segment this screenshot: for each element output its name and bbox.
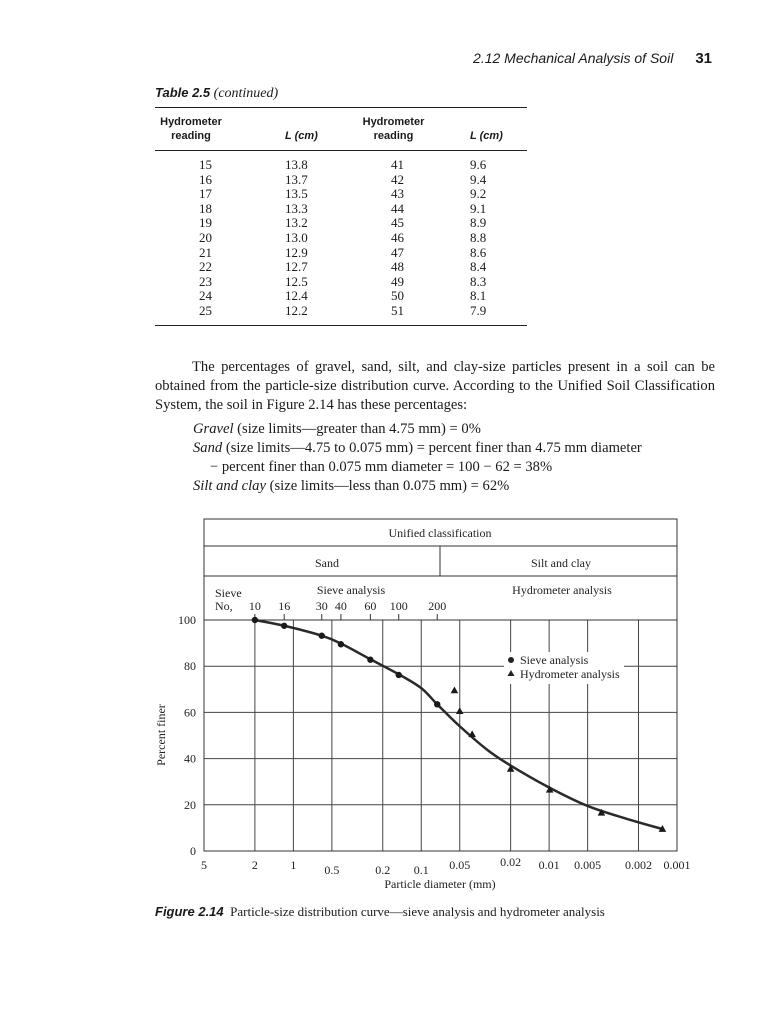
x-axis-ticks: [201, 855, 691, 877]
table-cell: 8.9: [470, 215, 487, 231]
table-cell: 48: [391, 259, 404, 275]
table-cell: 21: [199, 244, 212, 260]
figure-label: Figure 2.14: [155, 904, 224, 919]
table-cell: 12.2: [285, 304, 357, 325]
y-tick-label: 20: [184, 797, 196, 812]
table-cell: 19: [199, 215, 212, 231]
section-title: 2.12 Mechanical Analysis of Soil: [473, 50, 674, 66]
hydrometer-analysis-label: Hydrometer analysis: [512, 583, 612, 597]
sieve-data-point: [367, 657, 373, 663]
table-cell: 8.8: [470, 229, 487, 245]
sieve-data-point: [281, 623, 287, 629]
y-axis-ticks: [178, 613, 196, 858]
sand-term: Sand: [193, 440, 223, 456]
sieve-data-point: [319, 633, 325, 639]
table-cell: 8.4: [470, 259, 487, 275]
gravel-text: (size limits—greater than 4.75 mm) = 0%: [233, 421, 481, 437]
x-tick-label: 0.02: [500, 855, 522, 869]
silt-term: Silt and clay: [193, 478, 266, 494]
sand-label: Sand: [315, 556, 339, 570]
table-cell: 25: [155, 304, 285, 325]
gravel-term: Gravel: [193, 421, 234, 437]
x-tick-label: 2: [251, 858, 258, 872]
x-axis-label: Particle diameter (mm): [384, 877, 496, 891]
silt-clay-label: Silt and clay: [531, 556, 591, 570]
legend-circle-marker: [508, 657, 514, 663]
table-cell: 12.5: [285, 273, 308, 289]
table-cell: 8.3: [470, 273, 487, 289]
legend-sieve-label: Sieve analysis: [520, 653, 589, 667]
table-cell: 50: [391, 288, 404, 304]
classification-title: Unified classification: [388, 526, 492, 540]
table-cell: 47: [391, 244, 404, 260]
figure-caption-text: Particle-size distribution curve—sieve analysis and hydrometer analysis: [230, 904, 605, 919]
y-tick-label: 0: [190, 844, 196, 858]
y-axis-label: Percent finer: [154, 704, 168, 766]
table-cell: 12.4: [285, 288, 308, 304]
x-tick-label: 0.5: [324, 863, 340, 877]
sieve-number-label: 10: [248, 599, 261, 613]
table-cell: 17: [199, 186, 212, 202]
sieve-number-label: 16: [278, 599, 291, 613]
sieve-number-ticks: [249, 599, 446, 620]
hydrometer-data-point: [451, 686, 459, 693]
table-cell: 16: [199, 171, 212, 187]
x-tick-label: 5: [201, 858, 207, 872]
table-cell: 13.3: [285, 200, 308, 216]
table-cell: 42: [391, 171, 404, 187]
table-cell: 8.6: [470, 244, 487, 260]
table-cell: 45: [391, 215, 404, 231]
figure-caption: [155, 904, 605, 920]
table-cell: 13.0: [285, 229, 308, 245]
silt-text: (size limits—less than 0.075 mm) = 62%: [265, 478, 510, 494]
header-l-cm-2: L (cm): [470, 130, 503, 142]
y-tick-label: 60: [184, 705, 196, 720]
header-hydrometer-reading-2: Hydrometer reading: [362, 116, 425, 142]
x-tick-label: 0.2: [375, 863, 391, 877]
page-number: 31: [695, 50, 712, 67]
x-tick-label: 0.1: [413, 863, 429, 877]
table-cell: 8.1: [470, 288, 487, 304]
table-continued: (continued): [213, 86, 279, 101]
x-tick-label: 0.001: [663, 858, 691, 872]
table-cell: 23: [199, 273, 212, 289]
table-cell: 13.8: [285, 157, 308, 172]
table-cell: 9.1: [470, 200, 487, 216]
table-cell: 49: [391, 273, 404, 289]
sieve-number-label: 100: [389, 599, 408, 613]
y-tick-label: 80: [184, 659, 196, 674]
table-cell: 46: [391, 229, 404, 245]
sieve-no-label: No,: [215, 599, 233, 613]
distribution-curve: [255, 620, 663, 829]
sieve-data-point: [434, 701, 440, 707]
sieve-label: Sieve: [215, 586, 242, 600]
table-cell: 44: [391, 200, 404, 216]
table-cell: 12.9: [285, 244, 308, 260]
sieve-analysis-label: Sieve analysis: [316, 583, 386, 597]
x-tick-label: 0.005: [574, 858, 602, 872]
x-tick-label: 0.05: [449, 858, 471, 872]
table-cell: 15: [199, 157, 212, 172]
table-cell: 24: [199, 288, 212, 304]
header-hydrometer-reading-1: Hydrometer reading: [160, 116, 222, 142]
table-cell: 9.6: [470, 157, 487, 172]
table-cell: 13.2: [285, 215, 308, 231]
sieve-number-label: 30: [315, 599, 328, 613]
table-cell: 41: [391, 157, 404, 172]
sieve-data-point: [338, 641, 344, 647]
y-tick-label: 100: [178, 613, 196, 627]
hydrometer-data-point: [456, 707, 464, 714]
sand-text: (size limits—4.75 to 0.075 mm) = percent finer than 4.75 mm diameter: [222, 440, 642, 456]
x-tick-label: 0.002: [625, 858, 653, 872]
sieve-data-point: [396, 672, 402, 678]
table-cell: 20: [199, 229, 212, 245]
table-cell: 51: [357, 304, 470, 325]
table-cell: 13.5: [285, 186, 308, 202]
table-cell: 9.4: [470, 171, 487, 187]
sand-continuation: − percent finer than 0.075 mm diameter = 100 − 62 = 38%: [210, 459, 553, 475]
table-cell: 13.7: [285, 171, 308, 187]
legend-hydrometer-label: Hydrometer analysis: [520, 667, 620, 681]
table-cell: 43: [391, 186, 404, 202]
sieve-number-label: 40: [334, 599, 347, 613]
table-label: Table 2.5: [155, 85, 211, 100]
header-l-cm-1: L (cm): [285, 130, 318, 142]
body-paragraph: The percentages of gravel, sand, silt, and clay-size particles present in a soil can be obtained from the particle-size distribution curve. According to the Unified Soil Classification System, the soil in Figure 2.14 has these percentages:: [155, 359, 715, 413]
table-cell: 9.2: [470, 186, 487, 202]
y-tick-label: 40: [184, 751, 196, 766]
sieve-number-label: 60: [364, 599, 377, 613]
sieve-number-label: 200: [428, 599, 447, 613]
table-cell: 12.7: [285, 259, 308, 275]
table-cell: 7.9: [470, 304, 527, 325]
table-cell: 18: [199, 200, 212, 216]
sieve-data-point: [252, 617, 258, 623]
x-tick-label: 0.01: [538, 858, 560, 872]
table-cell: 22: [199, 259, 212, 275]
x-tick-label: 1: [290, 858, 297, 872]
